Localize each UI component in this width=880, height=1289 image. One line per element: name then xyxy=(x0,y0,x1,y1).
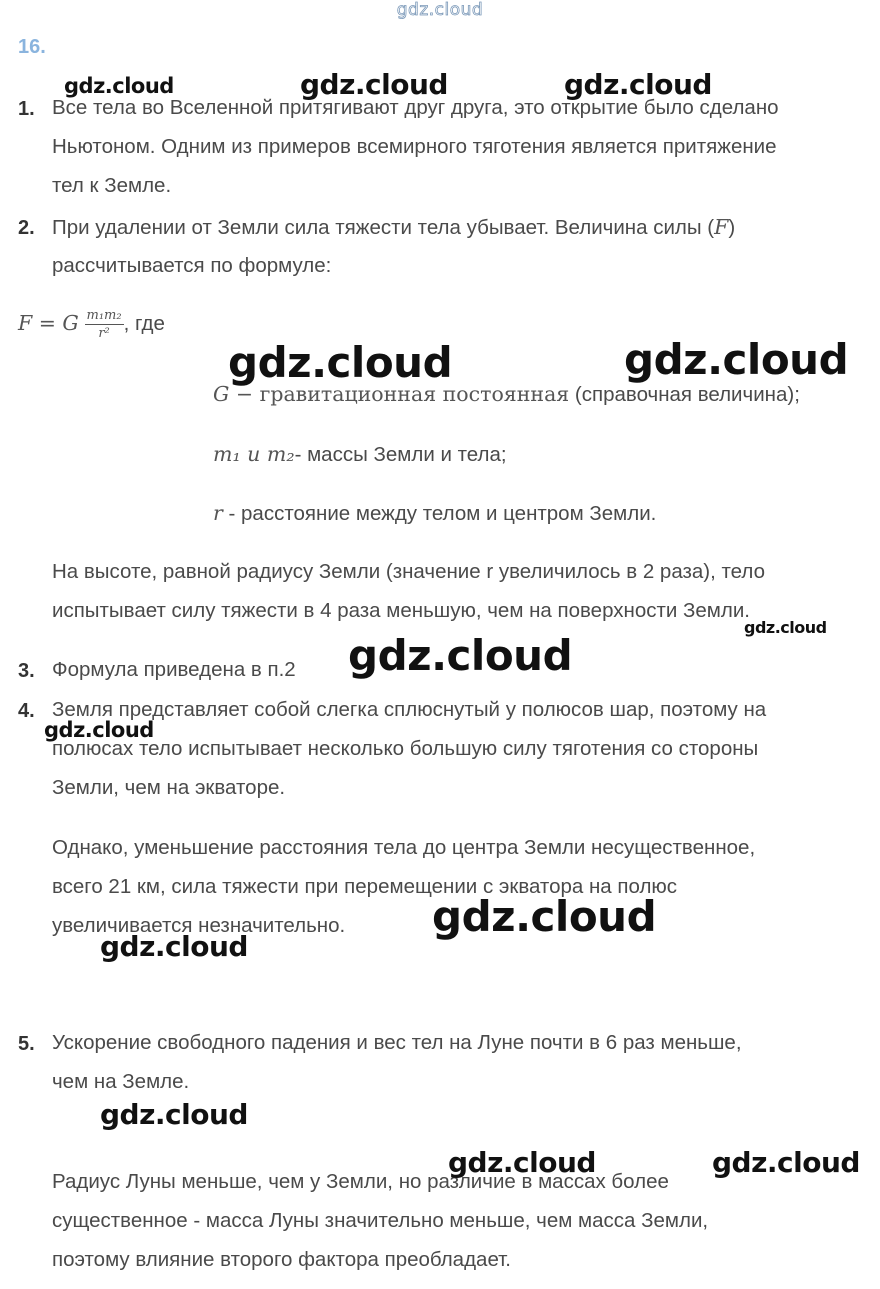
watermark: gdz.cloud xyxy=(712,1146,860,1179)
formula-lhs: F = G xyxy=(18,310,79,335)
def-g-symbol: G xyxy=(213,382,230,406)
item-5-note-line-2: существенное - масса Луны значительно меньше, чем масса Земли, xyxy=(52,1209,709,1232)
watermark: gdz.cloud xyxy=(564,68,712,101)
def-m-symbol: m₁ и m₂ xyxy=(213,442,295,466)
item-5-note-line-1: Радиус Луны меньше, чем у Земли, но различие в массах более xyxy=(52,1170,669,1193)
item-5-note-line-3: поэтому влияние второго фактора преобладает. xyxy=(52,1248,511,1271)
watermark: gdz.cloud xyxy=(64,74,174,98)
task-number: 16. xyxy=(18,36,46,58)
item-3-line-1: Формула приведена в п.2 xyxy=(52,658,296,681)
item-2-line-1 xyxy=(52,215,735,240)
formula-fraction xyxy=(85,308,124,341)
item-1-line-1: Все тела во Вселенной притягивают друг друга, это открытие было сделано xyxy=(52,96,779,119)
watermark: gdz.cloud xyxy=(624,335,849,384)
def-m-text: - массы Земли и тела; xyxy=(294,443,507,466)
formula-tail: , где xyxy=(123,311,165,335)
force-symbol: F xyxy=(714,215,729,239)
def-m xyxy=(213,442,507,467)
item-5-line-1: Ускорение свободного падения и вес тел на Луне почти в 6 раз меньше, xyxy=(52,1031,742,1054)
def-r xyxy=(213,501,656,526)
watermark: gdz.cloud xyxy=(44,718,154,742)
watermark: gdz.cloud xyxy=(744,618,827,637)
item-4-line-2: полюсах тело испытывает несколько большую силу тяготения со стороны xyxy=(52,737,759,760)
def-g-text: (справочная величина); xyxy=(569,383,800,406)
item-3-number: 3. xyxy=(18,660,35,682)
item-2-number: 2. xyxy=(18,217,35,239)
watermark: gdz.cloud xyxy=(100,1098,248,1131)
formula-numerator: m₁m₂ xyxy=(86,308,122,323)
def-r-text: - расстояние между телом и центром Земли. xyxy=(222,502,657,525)
item-2-note-line-1: На высоте, равной радиусу Земли (значение r увеличилось в 2 раза), тело xyxy=(52,560,765,583)
def-g-serif-text: − гравитационная постоянная xyxy=(229,382,570,406)
item-1-line-2: Ньютоном. Одним из примеров всемирного тяготения является притяжение xyxy=(52,135,777,158)
watermark: gdz.cloud xyxy=(448,1146,596,1179)
item-1-number: 1. xyxy=(18,98,35,120)
item-4-note-line-3: увеличивается незначительно. xyxy=(52,914,346,937)
watermark: gdz.cloud xyxy=(100,930,248,963)
def-r-symbol: r xyxy=(213,501,223,525)
item-1-line-3: тел к Земле. xyxy=(52,174,172,197)
watermark: gdz.cloud xyxy=(348,631,573,680)
item-5-line-2: чем на Земле. xyxy=(52,1070,190,1093)
watermark: gdz.cloud xyxy=(228,338,453,387)
item-2-line-2: рассчитывается по формуле: xyxy=(52,254,332,277)
item-4-note-line-1: Однако, уменьшение расстояния тела до центра Земли несущественное, xyxy=(52,836,756,859)
close-paren: ) xyxy=(728,216,736,239)
header-watermark: gdz.cloud xyxy=(396,0,484,20)
watermark: gdz.cloud xyxy=(432,892,657,941)
item-4-line-1: Земля представляет собой слегка сплюснутый у полюсов шар, поэтому на xyxy=(52,698,767,721)
item-4-number: 4. xyxy=(18,700,35,722)
formula-denominator: r² xyxy=(98,326,110,341)
item-5-number: 5. xyxy=(18,1033,35,1055)
item-4-note-line-2: всего 21 км, сила тяжести при перемещении с экватора на полюс xyxy=(52,875,678,898)
watermark: gdz.cloud xyxy=(300,68,448,101)
formula xyxy=(18,308,165,341)
item-2-line-1-text: При удалении от Земли сила тяжести тела убывает. Величина силы ( xyxy=(52,216,715,239)
item-4-line-3: Земли, чем на экваторе. xyxy=(52,776,286,799)
item-2-note-line-2: испытывает силу тяжести в 4 раза меньшую, чем на поверхности Земли. xyxy=(52,599,751,622)
